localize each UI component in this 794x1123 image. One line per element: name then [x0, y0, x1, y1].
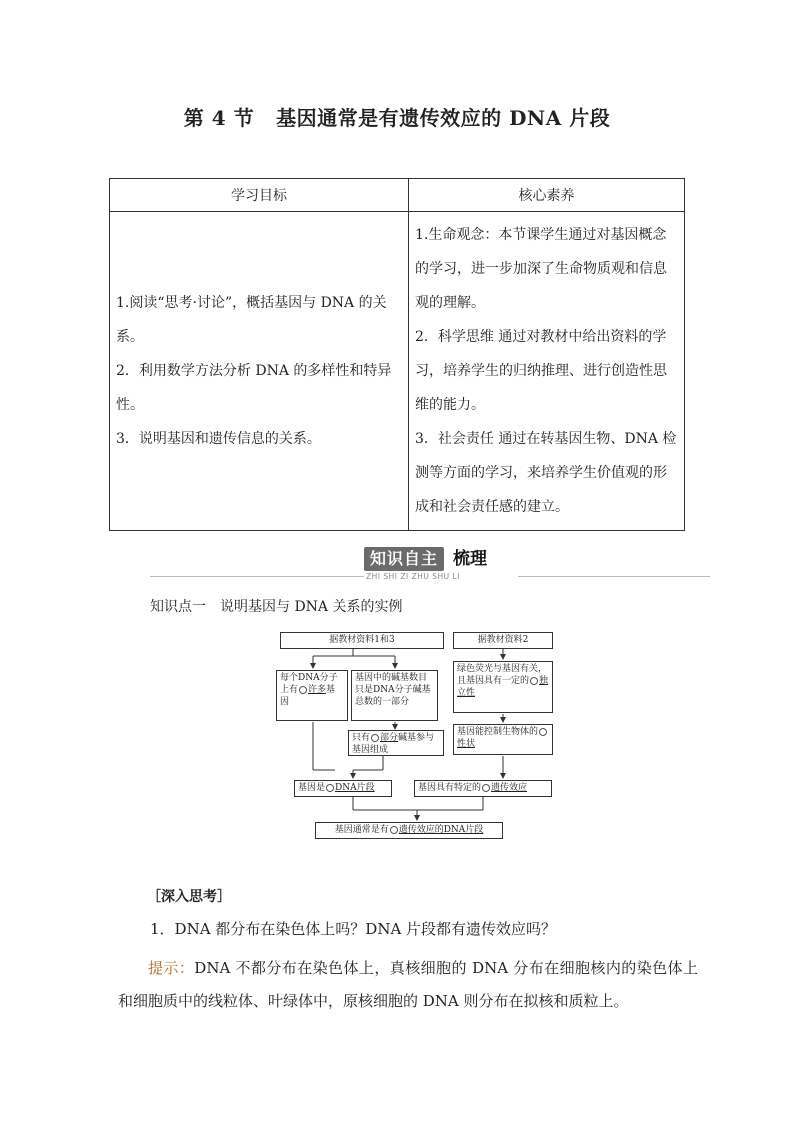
objectives-table	[109, 178, 685, 531]
source-right-box: 据教材资料2	[453, 632, 553, 649]
knowledge-point-title: 说明基因与 DNA 关系的实例	[220, 599, 403, 615]
answer-number-circle	[299, 686, 307, 694]
learning-goals-cell	[110, 212, 409, 531]
concept-map	[265, 628, 565, 848]
concept-box-genetic-effect	[414, 780, 552, 797]
answer-blank: 许多	[308, 685, 327, 695]
concept-text: 基因通常是有	[334, 825, 389, 835]
section-banner	[150, 547, 710, 581]
answer-blank: 性状	[457, 739, 476, 749]
core-literacy-item: 2．科学思维 通过对教材中给出资料的学习，培养学生的归纳推理、进行创造性思维的能力。	[415, 329, 667, 413]
deep-thinking-heading: ［深入思考］	[147, 889, 231, 905]
knowledge-point-heading	[150, 596, 403, 616]
concept-box-conclusion	[315, 822, 503, 839]
question-1: 1．DNA 都分布在染色体上吗？DNA 片段都有遗传效应吗？	[150, 920, 557, 938]
concept-text: 只有	[352, 733, 371, 743]
learning-goal-item: 2．利用数学方法分析 DNA 的多样性和特异性。	[116, 363, 392, 413]
section-title: 基因通常是有遗传效应的 DNA 片段	[276, 106, 611, 130]
answer-blank: 遗传效应	[491, 783, 528, 793]
core-literacy-item: 3．社会责任 通过在转基因生物、DNA 检测等方面的学习，来培养学生价值观的形成和社会责任感的建立。	[415, 431, 677, 515]
hint-text: DNA 不都分布在染色体上，真核细胞的 DNA 分布在细胞核内的染色体上和细胞质中的线粒体、叶绿体中，原核细胞的 DNA 则分布在拟核和质粒上。	[118, 959, 698, 1010]
answer-blank: 独立性	[457, 676, 549, 698]
banner-badge: 知识自主	[364, 547, 444, 571]
learning-goal-item: 1.阅读“思考·讨论”，概括基因与 DNA 的关系。	[116, 295, 387, 345]
answer-number-circle	[326, 784, 334, 792]
answer-number-circle	[539, 728, 547, 736]
concept-box-independence	[453, 661, 553, 713]
knowledge-point-label: 知识点一	[150, 599, 206, 615]
concept-text: 每个DNA分子上有	[280, 673, 338, 695]
concept-box-base-count: 基因中的碱基数目只是DNA分子碱基总数的一部分	[351, 670, 438, 721]
answer-number-circle	[482, 784, 490, 792]
concept-text: 碱基参与基因组成	[352, 733, 435, 755]
concept-box-many-genes	[276, 670, 348, 721]
concept-box-trait-control	[453, 724, 553, 755]
core-literacy-item: 1.生命观念：本节课学生通过对基因概念的学习，进一步加深了生命物质观和信息观的理解。	[415, 227, 667, 311]
banner-title: 梳理	[453, 549, 487, 569]
concept-text: 绿色荧光与基因有关，且基因具有一定的	[457, 664, 548, 686]
header-learning-goals: 学习目标	[110, 179, 409, 212]
learning-goal-item: 3．说明基因和遗传信息的关系。	[116, 431, 321, 447]
answer-blank: DNA片段	[335, 783, 375, 793]
concept-box-partial-bases	[348, 730, 444, 756]
answer-blank: 遗传效应的DNA片段	[398, 825, 484, 835]
page-title	[0, 102, 794, 131]
concept-text: 基因	[280, 685, 336, 707]
concept-box-gene-is-dna	[294, 780, 392, 797]
concept-text: 基因能控制生物体的	[457, 727, 539, 737]
answer-number-circle	[390, 826, 398, 834]
hint-label: 提示：	[148, 959, 195, 977]
core-literacy-cell	[409, 212, 685, 531]
banner-pinyin: ZHI SHI ZI ZHU SHU LI	[364, 572, 518, 581]
concept-text: 基因是	[298, 783, 326, 793]
answer-number-circle	[371, 734, 379, 742]
section-number: 第 4 节	[183, 106, 255, 130]
answer-number-circle	[530, 677, 538, 685]
answer-blank: 部分	[380, 733, 399, 743]
source-left-box: 据教材资料1和3	[280, 632, 444, 649]
concept-text: 基因具有特定的	[418, 783, 482, 793]
header-core-literacy: 核心素养	[409, 179, 685, 212]
answer-1	[118, 952, 698, 1018]
